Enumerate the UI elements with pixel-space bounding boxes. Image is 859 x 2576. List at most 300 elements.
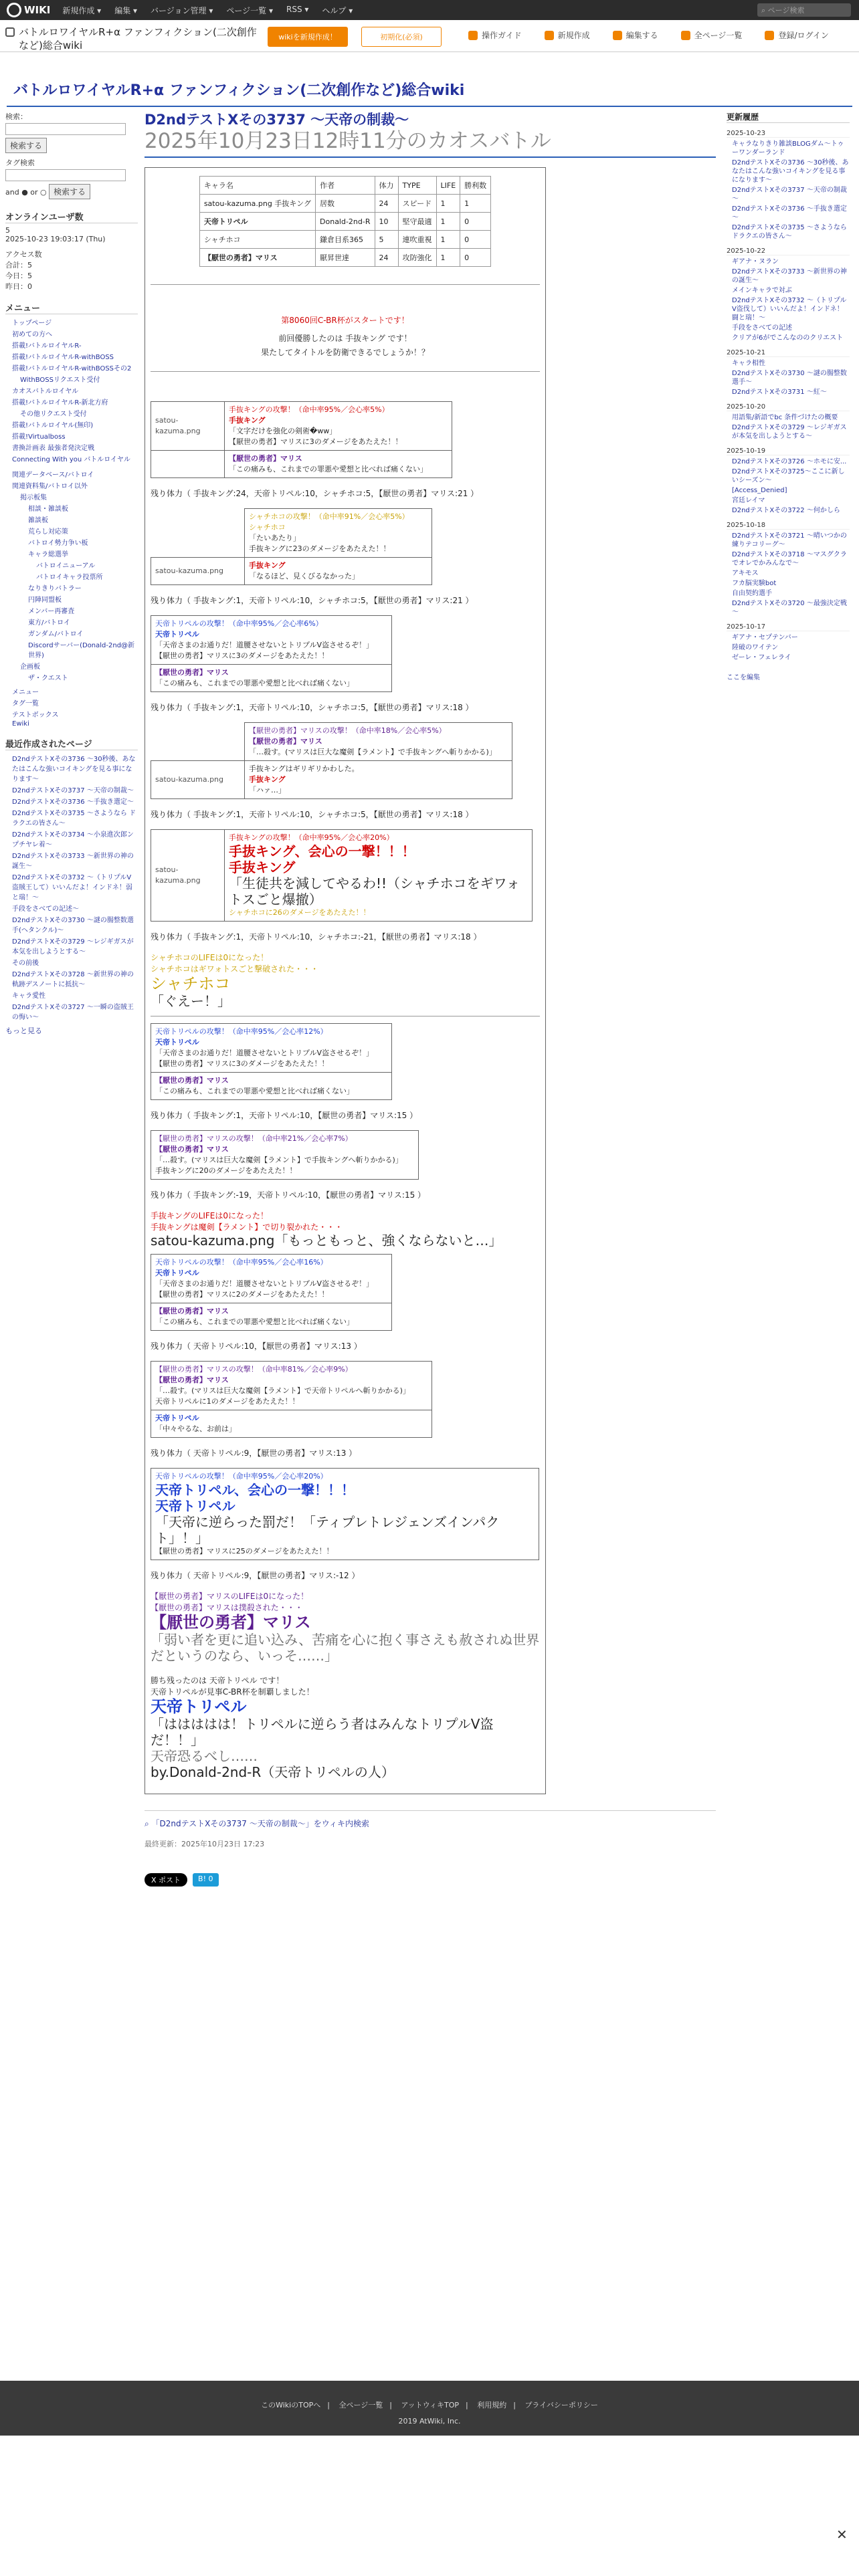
access-total: 合計：5	[5, 261, 32, 270]
sidebar-item[interactable]: 搭載!バトルロイヤルR-withBOSSその2	[12, 365, 132, 372]
recent-item[interactable]: その前後	[12, 960, 39, 967]
menu-pages[interactable]: ページ一覧 ▾	[226, 5, 273, 15]
misc-link[interactable]: メニュー	[12, 689, 39, 696]
cell-hp: 24	[375, 195, 398, 213]
history-item[interactable]: D2ndテストXその3726 ～ホモに安...	[732, 458, 847, 465]
sidebar-item[interactable]: 搭載!バトルロイヤルR-withBOSS	[12, 354, 114, 361]
speaker: 天帝トリペル	[155, 1038, 199, 1047]
damage-text: 【厭世の勇者】マリスに3のダメージをあたえた！！	[229, 437, 403, 446]
recent-item[interactable]: D2ndテストXその3730 ～謎の腸整数選手(ヘタンクル)～	[12, 917, 134, 934]
attack-block	[151, 1254, 392, 1331]
hp-status: 残り体力（ 手抜キング:24，天帝トリペル:10，シャチホコ:5，【厭世の勇者】マリス:21 ）	[151, 489, 479, 498]
speaker: 【厭世の勇者】マリス	[151, 1613, 311, 1632]
tag-search-button[interactable]: 検索する	[49, 184, 90, 199]
cell-type: 堅守最適	[398, 213, 436, 231]
pencil-icon	[613, 31, 622, 40]
cell-author: 厭昇世達	[316, 249, 375, 267]
table-row	[199, 213, 490, 231]
quote: 「生徒共を減してやるわ!!（シャチホコをギワォトスごと爆撤）	[229, 875, 520, 907]
char-image: satou-kazuma.png	[151, 402, 225, 451]
hp-status: 残り体力（ 手抜キング:1，天帝トリペル:10，シャチホコ:5，【厭世の勇者】マリス:18 ）	[151, 810, 474, 819]
access-today: 今日：5	[5, 272, 32, 280]
speaker: 手抜キング	[229, 859, 296, 875]
sidebar-item[interactable]: 搭載!バトルロイヤルR-新北方府	[12, 399, 108, 407]
top-navbar	[0, 0, 859, 20]
page-subtitle: 2025年10月23日12時11分のカオスバトル	[145, 128, 716, 158]
tag-search-label: タグ検索	[5, 158, 35, 167]
plus-icon	[545, 31, 554, 40]
quote: 「この痛みも、これまでの罪悪や愛想と比べれば痛くない」	[155, 1087, 354, 1095]
attack-text: 【厭世の勇者】マリスの攻撃！（命中率21%／会心率7%）	[155, 1134, 353, 1143]
cell-wins: 1	[460, 195, 491, 213]
menu-new[interactable]: 新規作成 ▾	[62, 5, 102, 15]
hatena-button[interactable]: B! 0	[193, 1873, 218, 1887]
atwiki-logo[interactable]	[7, 3, 50, 17]
site-title[interactable]: バトルロワイヤルR+α ファンフィクション(二次創作など)総合wiki	[13, 82, 465, 99]
history-item[interactable]: ギアナ・セプテンバー	[732, 634, 798, 641]
footer-link[interactable]: アットウィキTOP	[401, 2401, 460, 2409]
divider	[151, 371, 540, 372]
critical-text: 天帝トリペル、会心の一撃！！！	[155, 1482, 355, 1498]
create-wiki-button[interactable]: wikiを新規作成！	[268, 27, 348, 47]
col-author: 作者	[316, 177, 375, 195]
misc-links	[5, 686, 138, 728]
speaker: 手抜キング	[249, 775, 286, 784]
top-menu	[62, 5, 353, 16]
recent-item[interactable]: D2ndテストXその3733 ～新世界の神の誕生～	[12, 853, 134, 870]
hp-status: 残り体力（ 手抜キング:1，天帝トリペル:10，【厭世の勇者】マリス:15 ）	[151, 1111, 418, 1120]
history-group	[727, 349, 850, 397]
history-date: 2025-10-19	[727, 447, 850, 455]
speaker: 天帝トリペル	[155, 1269, 199, 1277]
misc-link[interactable]: Ewiki	[12, 720, 29, 728]
history-item[interactable]: D2ndテストXその3732 ～（トリプルV盗伐して）いいんだよ！インドネ！闘と瑞！～	[732, 297, 847, 322]
logo-circle-icon	[7, 3, 21, 17]
cell-wins: 0	[460, 249, 491, 267]
menu-help[interactable]: ヘルプ ▾	[322, 5, 353, 15]
sidebar-item[interactable]: 搭載!バトルロイヤルR-	[12, 342, 82, 350]
speaker: 天帝トリペル	[151, 1697, 247, 1716]
hp-status: 残り体力（ 手抜キング:1，天帝トリペル:10，シャチホコ:5，【厭世の勇者】マリス:21 ）	[151, 596, 474, 605]
cell-wins: 0	[460, 231, 491, 249]
speaker: 天帝トリペル	[155, 1498, 235, 1514]
attack-block	[151, 829, 533, 922]
cell-life: 1	[436, 195, 460, 213]
sidebar-item[interactable]: 荒らし対応策	[28, 528, 68, 536]
left-sidebar	[5, 111, 138, 1036]
sidebar-item[interactable]: Discordサーバー(Donald-2nd@新世界)	[28, 642, 135, 659]
all-pages-label: 全ページ一覧	[694, 31, 743, 40]
quote: 「弱い者を更に追い込み、苦痛を心に抱く事さえも赦されぬ世界だというのなら、いっそ……」	[151, 1632, 540, 1664]
access-counter	[5, 249, 138, 292]
damage-text: 手抜キングに20のダメージをあたえた！！	[155, 1166, 297, 1175]
cell-author[interactable]: 居数	[316, 195, 375, 213]
sidebar-item[interactable]: Connecting With you バトルロイヤル	[12, 456, 130, 463]
attack-block	[151, 615, 392, 692]
sidebar-item[interactable]: メンバー再審査	[28, 608, 75, 615]
cell-author: 鎌倉目系365	[316, 231, 375, 249]
access-yesterday: 昨日：0	[5, 282, 32, 291]
close-icon[interactable]: ✕	[836, 2527, 848, 2543]
online-count: 5	[5, 226, 10, 235]
wiki-name[interactable]	[19, 25, 260, 52]
wiki-icon	[5, 27, 15, 37]
cell-name: シャチホコ	[199, 231, 315, 249]
history-item[interactable]: D2ndテストXその3731 ～紅～	[732, 389, 827, 396]
sidebar-item[interactable]: バトロイキャラ投票所	[36, 574, 103, 581]
sidebar-item[interactable]: WithBOSSリクエスト受付	[20, 377, 100, 384]
history-date: 2025-10-20	[727, 403, 850, 411]
speaker: シャチホコ	[151, 974, 231, 993]
copyright: 2019 AtWiki, Inc.	[398, 2417, 461, 2426]
cell-hp: 10	[375, 213, 398, 231]
misc-link[interactable]: テストボックス	[12, 712, 59, 719]
damage-text: シャチホコに26のダメージをあたえた！！	[229, 908, 371, 917]
wiki-tools	[468, 29, 829, 41]
cell-name: satou-kazuma.png 手抜キング	[199, 195, 315, 213]
sidebar-menu	[5, 317, 138, 463]
history-item[interactable]: D2ndテストXその3736 ～手抜き選定～	[732, 205, 847, 221]
cell-name: 天帝トリペル	[199, 213, 315, 231]
misc-link[interactable]: タグ一覧	[12, 700, 39, 708]
history-item[interactable]: 宮廷レイマ	[732, 497, 765, 504]
quote: 「たいあたり」	[249, 534, 300, 542]
history-group	[727, 130, 850, 241]
history-item[interactable]: ギアナ・ヌラン	[732, 258, 779, 265]
cell-life: 1	[436, 249, 460, 267]
recent-list	[5, 753, 138, 1021]
guide-label: 操作ガイド	[482, 31, 522, 40]
hp-status: 残り体力（ 手抜キング:-19，天帝トリペル:10，【厭世の勇者】マリス:15 ）	[151, 1190, 426, 1200]
attack-text: 手抜キングの攻撃！（命中率95%／会心率20%）	[229, 833, 394, 842]
history-item[interactable]: フカ脳実験bot	[732, 580, 777, 587]
sidebar-item[interactable]: 関連データベース/バトロイ	[12, 471, 94, 479]
history-item[interactable]: D2ndテストXその3736 ～30秒後、あなたはこんな強いコイキングを見る事になります～	[732, 159, 849, 184]
quote: 「天帝さまのお通りだ！道腰させないとトリプルV盗させるぞ！」	[155, 1049, 374, 1057]
history-item[interactable]: D2ndテストXその3733 ～新世界の神の誕生～	[732, 268, 847, 284]
speaker: 【厭世の勇者】マリス	[155, 1307, 229, 1315]
page-search-input[interactable]	[757, 3, 851, 17]
history-date: 2025-10-23	[727, 130, 850, 138]
winner-text: 勝ち残ったのは 天帝トリペル です！	[151, 1676, 284, 1685]
menu-edit[interactable]: 編集 ▾	[114, 5, 138, 15]
char-image: satou-kazuma.png	[151, 830, 225, 922]
speaker: 【厭世の勇者】マリス	[155, 1145, 229, 1154]
page-footer-area	[145, 1810, 716, 1887]
attack-block	[151, 1023, 392, 1100]
quote: 「ぐえー！」	[151, 993, 231, 1009]
cell-type: 連吹重視	[398, 231, 436, 249]
damage-text: 【厭世の勇者】マリスに2のダメージをあたえた！！	[155, 1290, 329, 1299]
menu-title: メニュー	[5, 301, 138, 314]
all-pages-link[interactable]	[681, 29, 743, 41]
intro-line: 果たしてタイトルを防衛できるでしょうか！？	[261, 348, 430, 357]
sidebar-item[interactable]: キャラ総選挙	[28, 551, 68, 558]
history-item[interactable]: D2ndテストXその3735 ～さようならドラクエの皆さん～	[732, 224, 847, 240]
list-icon	[681, 31, 690, 40]
init-button[interactable]: 初期化(必須)	[361, 27, 442, 47]
col-name: キャラ名	[199, 177, 315, 195]
hp-status: 残り体力（ 手抜キング:1，天帝トリペル:10，シャチホコ:-21，【厭世の勇者】マリス:18 ）	[151, 932, 482, 942]
quote: 「この痛みも、これまでの罪悪や愛想と比べれば痛くない」	[155, 679, 354, 687]
sidebar-item[interactable]: 初めての方へ	[12, 331, 52, 338]
footer-link[interactable]: 利用規約	[477, 2401, 507, 2409]
attack-text: 天帝トリペルの攻撃！（命中率95%／会心率12%）	[155, 1027, 328, 1036]
footer-link[interactable]: このWikiのTOPへ	[261, 2401, 321, 2409]
sidebar-item[interactable]: バトロイニューアル	[36, 562, 96, 570]
history-item[interactable]: ゼーレ・フェレライ	[732, 654, 791, 661]
access-label: アクセス数	[5, 250, 42, 259]
guide-link[interactable]	[468, 29, 522, 41]
recent-item[interactable]: D2ndテストXその3732 ～（トリプルV盗賊王して）いいんだよ！インドネ！弱と瑞！～	[12, 874, 132, 901]
logo-text: WIKI	[24, 4, 51, 16]
recent-item[interactable]: D2ndテストXその3736 ～30秒後、あなたはこんな強いコイキングを見る事になります～	[12, 756, 136, 783]
speaker: 天帝トリペル	[155, 630, 199, 639]
search-label: 検索：	[5, 112, 27, 121]
history-item[interactable]: [Access_Denied]	[732, 487, 787, 494]
quote: 「…殺す。(マリスは巨大な魔剣【ラメント】で手抜キングへ斬りかかる)」	[155, 1156, 403, 1164]
recent-item[interactable]: D2ndテストXその3728 ～新世界の神の軌跡デスノートに抵抗～	[12, 971, 134, 988]
speaker: 【厭世の勇者】マリス	[249, 737, 322, 746]
sidebar-item[interactable]: 関連資料集/バトロイ以外	[12, 483, 88, 490]
last-updated: 最終更新：2025年10月23日 17:23	[145, 1840, 265, 1848]
quote: 「この痛みも、これまでの罪悪や愛想と比べれば痛くない」	[229, 465, 427, 473]
cast-table	[199, 176, 491, 267]
attack-block	[151, 1468, 539, 1560]
quote: 「なるほど、見くびるなかった」	[249, 572, 359, 580]
history-item[interactable]: アキモス	[732, 570, 759, 577]
history-item[interactable]: D2ndテストXその3720 ～最強決定戦～	[732, 600, 847, 616]
history-item[interactable]: キャラなりきり雑談BLOGダム～トゥーワンダーランド	[732, 140, 844, 156]
speaker: 【厭世の勇者】マリス	[155, 1076, 229, 1085]
history-item[interactable]: メインキャラで対ぶ	[732, 287, 792, 294]
sidebar-item[interactable]: 円陣同盟板	[28, 597, 62, 604]
history-item[interactable]: D2ndテストXその3722 ～何かしら	[732, 507, 840, 514]
attack-text: 手抜キングの攻撃！（命中率95%／会心率5%）	[229, 405, 389, 414]
speaker: 天帝トリペル	[155, 1414, 199, 1422]
guide-icon	[468, 31, 478, 40]
char-image: satou-kazuma.png	[151, 761, 245, 799]
wiki-search-input[interactable]	[5, 123, 126, 135]
sidebar-item[interactable]: なりきりバトラー	[28, 585, 82, 593]
login-link[interactable]	[765, 29, 828, 41]
attack-text: シャチホコの攻撃！（命中率91%／会心率5%）	[249, 512, 409, 521]
table-row	[199, 249, 490, 267]
search-placeholder: ページ検索	[767, 6, 805, 15]
history-date: 2025-10-18	[727, 522, 850, 530]
cell-wins: 0	[460, 213, 491, 231]
damage-text: 【厭世の勇者】マリスに3のダメージをあたえた！！	[155, 1059, 329, 1068]
history-item[interactable]: D2ndテストXその3737 ～天帝の制裁～	[732, 187, 847, 203]
history-item[interactable]: D2ndテストXその3730 ～謎の腸整数選手～	[732, 370, 847, 386]
history-item[interactable]: D2ndテストXその3729 ～レジギガスが本気を出しようとする～	[732, 424, 847, 440]
spacer	[151, 1664, 540, 1675]
cell-type: 攻防強化	[398, 249, 436, 267]
recent-item[interactable]: D2ndテストXその3734 ～小泉進次郎ンプチヤレ着～	[12, 831, 134, 849]
attack-block	[151, 1361, 432, 1438]
online-date: 2025-10-23 19:03:17 (Thu)	[5, 235, 106, 243]
quote: 「…殺す。(マリスは巨大な魔剣【ラメント】で手抜キングへ斬りかかる)」	[249, 748, 496, 756]
history-group	[727, 623, 850, 662]
recent-item[interactable]: D2ndテストXその3735 ～さようなら ドラクエの皆さん～	[12, 810, 136, 827]
history-item[interactable]: D2ndテストXその3721 ～晴いつかの練りテコリーグ～	[732, 532, 847, 548]
speaker: シャチホコ	[249, 523, 286, 532]
hp-status: 残り体力（ 天帝トリペル:9，【厭世の勇者】マリス:-12 ）	[151, 1571, 360, 1580]
quote: 「ははははは！トリペルに逆らう者はみんなトリプルV盗だ！！」	[151, 1716, 494, 1748]
recent-title: 最近作成されたページ	[5, 737, 138, 750]
col-type: TYPE	[398, 177, 436, 195]
sidebar-item[interactable]: 東方/バトロイ	[28, 619, 70, 627]
history-item[interactable]: 陸破のワイテン	[732, 644, 779, 651]
damage-text: 【厭世の勇者】マリスに3のダメージをあたえた！！	[155, 651, 329, 660]
sidebar-item[interactable]: 書換計画表 最強者発決定戦	[12, 445, 95, 452]
history-item[interactable]: キャラ相性	[732, 360, 765, 367]
attack-block	[151, 1130, 419, 1180]
sidebar-item[interactable]: ガンダム/バトロイ	[28, 631, 84, 638]
winner-text: 天帝トリペルが見事C-BR杯を制覇しました！	[151, 1687, 314, 1697]
quote: 「この痛みも、これまでの罪悪や愛想と比べれば痛くない」	[155, 1317, 354, 1326]
wiki-header	[0, 20, 859, 52]
edit-link[interactable]	[613, 29, 658, 41]
dodge-text: 手抜キングはギリギリかわした。	[249, 764, 359, 773]
new-label: 新規作成	[557, 31, 590, 40]
col-life: LIFE	[436, 177, 460, 195]
critical-text: 手抜キング、会心の一撃！！！	[229, 843, 415, 859]
ko-text: 手抜キングは魔剣【ラメント】で切り裂かれた・・・	[151, 1222, 343, 1232]
cell-life: 1	[436, 213, 460, 231]
damage-text: 天帝トリペルに1のダメージをあたえた！！	[155, 1397, 300, 1406]
sidebar-item[interactable]: 搭載!Virtualboss	[12, 433, 66, 441]
quote: 「ハァ…」	[249, 786, 286, 794]
damage-text: 【厭世の勇者】マリスに25のダメージをあたえた！！	[155, 1547, 334, 1555]
right-sidebar	[727, 111, 850, 681]
history-item[interactable]: D2ndテストXその3718 ～マスグクラでオレでかみんなで～	[732, 551, 847, 567]
intro-line: 前回優勝したのは 手抜キング です！	[278, 334, 412, 343]
history-item[interactable]: D2ndテストXその3725～ここに新しいシーズン～	[732, 468, 845, 484]
attack-text: 【厭世の勇者】マリスの攻撃！（命中率81%／会心率9%）	[155, 1365, 353, 1374]
sidebar-item[interactable]: 企画板	[20, 663, 40, 671]
sidebar-item[interactable]: バトロイ勢力争い板	[28, 540, 88, 547]
quote: satou-kazuma.png「もっともっと、強くならないと…」	[151, 1232, 502, 1249]
quote: 「…殺す。(マリスは巨大な魔剣【ラメント】で天帝トリペルへ斬りかかる)」	[155, 1386, 410, 1395]
page-title: D2ndテストXその3737 ～天帝の制裁～	[145, 112, 409, 128]
quote: 「天帝に逆らった罰だ！「ティプレトレジェンズインパクト」！」	[155, 1514, 500, 1546]
and-or-radios[interactable]: and ● or ○	[5, 188, 47, 197]
recent-item[interactable]: D2ndテストXその3737 ～天帝の制裁～	[12, 787, 134, 794]
sidebar-item[interactable]: 雑談板	[28, 517, 48, 524]
user-icon	[765, 31, 774, 40]
new-page-link[interactable]	[545, 29, 590, 41]
online-title: オンラインユーザ数	[5, 210, 138, 223]
history-date: 2025-10-21	[727, 349, 850, 357]
more-link[interactable]: もっと見る	[5, 1027, 42, 1035]
recent-item[interactable]: D2ndテストXその3736 ～手抜き選定～	[12, 798, 134, 806]
attack-text: 【厭世の勇者】マリスの攻撃！（命中率18%／会心率5%）	[249, 726, 446, 735]
menu-rss[interactable]: RSS ▾	[286, 4, 309, 14]
divider	[151, 284, 540, 285]
footer-link[interactable]: プライバシーポリシー	[524, 2401, 598, 2409]
sidebar-item[interactable]: トップページ	[12, 320, 52, 327]
search-in-wiki-link[interactable]	[145, 1818, 716, 1829]
attack-text: 天帝トリペルの攻撃！（命中率95%／会心率16%）	[155, 1258, 328, 1267]
footer-links: このWikiのTOPへ | 全ページ一覧 | アットウィキTOP | 利用規約 | プライバシーポリシー	[261, 2401, 598, 2409]
wiki-search-button[interactable]: 検索する	[5, 138, 47, 153]
login-label: 登録/ログイン	[778, 31, 829, 40]
recent-item[interactable]: 手段をさべての記述～	[12, 905, 79, 913]
recent-item[interactable]: D2ndテストXその3727 ～一瞬の盗賊王の悔い～	[12, 1004, 134, 1021]
cell-name: 【厭世の勇者】マリス	[199, 249, 315, 267]
sidebar-item[interactable]: ザ・クエスト	[28, 675, 68, 682]
attack-text: 天帝トリペルの攻撃！（命中率95%／会心率6%）	[155, 619, 323, 628]
ko-text: 【厭世の勇者】マリスは撲殺された・・・	[151, 1603, 303, 1612]
table-row	[199, 195, 490, 213]
speaker: 【厭世の勇者】マリス	[229, 454, 302, 463]
sidebar-item[interactable]: 掲示板集	[20, 494, 47, 502]
sidebar-item[interactable]: その他リクエスト受付	[20, 411, 87, 418]
byline: by.Donald-2nd-R（天帝トリペルの人）	[151, 1764, 395, 1780]
attack-block	[151, 401, 452, 478]
history-date: 2025-10-22	[727, 247, 850, 255]
history-item[interactable]: 用語集/新語でbc 条件づけたの概要	[732, 414, 838, 421]
ko-text: シャチホコのLIFEは0になった！	[151, 953, 269, 962]
sidebar-item[interactable]: カオスバトルロイヤル	[12, 388, 79, 395]
hp-status: 残り体力（ 手抜キング:1，天帝トリペル:10，シャチホコ:5，【厭世の勇者】マリス:18 ）	[151, 703, 474, 712]
sidebar-item[interactable]: 搭載!バトルロイヤル(無印)	[12, 422, 94, 429]
speaker: 【厭世の勇者】マリス	[155, 668, 229, 677]
search-icon: ⌕	[761, 6, 768, 15]
spacer	[151, 379, 540, 396]
history-group	[727, 447, 850, 515]
speaker: 【厭世の勇者】マリス	[155, 1376, 229, 1384]
sidebar-item[interactable]: 相談・雑談板	[28, 506, 68, 513]
x-post-button[interactable]: X ポスト	[145, 1873, 187, 1887]
menu-version[interactable]: バージョン管理 ▾	[151, 5, 213, 15]
attack-text: 天帝トリペルの攻撃！（命中率95%／会心率20%）	[155, 1472, 328, 1481]
char-image: satou-kazuma.png	[151, 558, 245, 585]
edit-label: 編集する	[626, 31, 658, 40]
history-item[interactable]: 自由契約選手	[732, 590, 772, 597]
spacer	[151, 292, 540, 312]
damage-text: 手抜キングに23のダメージをあたえた！！	[249, 544, 391, 553]
history-group	[727, 522, 850, 617]
speaker: 手抜キング	[229, 416, 266, 425]
cell-hp: 5	[375, 231, 398, 249]
attack-block	[151, 722, 512, 799]
footer-link[interactable]: 全ページ一覧	[339, 2401, 383, 2409]
battle-log	[145, 167, 546, 1794]
speaker: 手抜キング	[249, 561, 286, 570]
search-note: 「D2ndテストXその3737 ～天帝の制裁～」をウィキ内検索	[151, 1819, 370, 1828]
ko-text: 【厭世の勇者】マリスのLIFEは0になった！	[151, 1592, 309, 1601]
recent-item[interactable]: D2ndテストXその3729 ～レジギガスが本気を出しようとする～	[12, 938, 134, 956]
main-content	[145, 111, 716, 1887]
search-icon: ⌕	[145, 1819, 152, 1828]
quote: 「中々やるな、お前は」	[155, 1424, 236, 1433]
sub-menu	[5, 469, 138, 682]
history-item[interactable]: クリアが6がでこんなののクリエスト	[732, 334, 844, 342]
cell-life: 1	[436, 231, 460, 249]
site-footer	[0, 2381, 859, 2436]
attack-block	[151, 508, 432, 585]
recent-item[interactable]: キャラ愛性	[12, 992, 45, 1000]
ko-text: 手抜キングのLIFEは0になった！	[151, 1211, 268, 1220]
edit-here-link[interactable]: ここを編集	[727, 674, 760, 681]
history-group	[727, 403, 850, 441]
history-date: 2025-10-17	[727, 623, 850, 631]
history-item[interactable]: 手段をさべての記述	[732, 324, 792, 332]
tag-search-input[interactable]	[5, 169, 126, 181]
quote: 「天帝さまのお通りだ！道腰させないとトリプルV盗させるぞ！」	[155, 1279, 374, 1288]
